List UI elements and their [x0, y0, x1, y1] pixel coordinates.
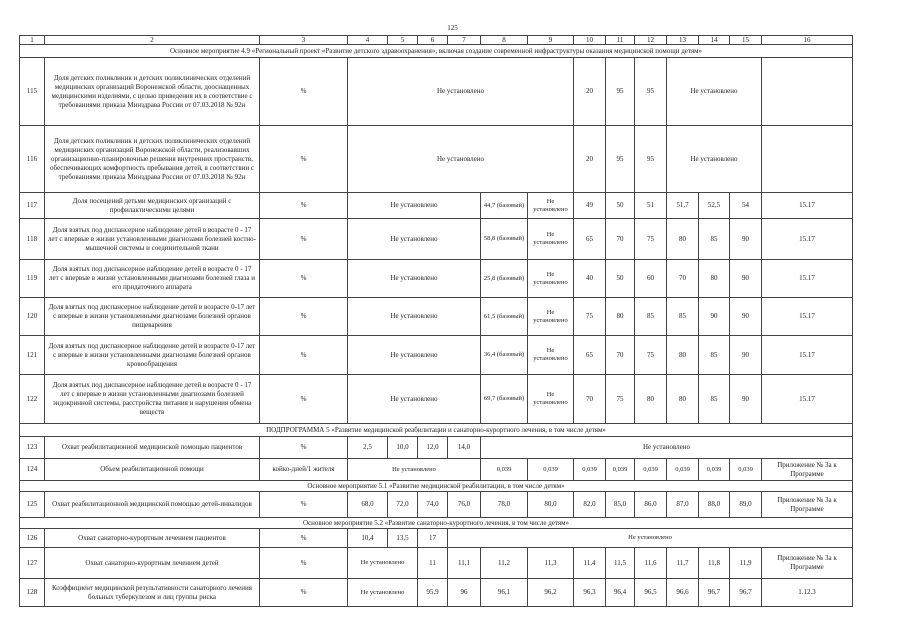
value-cell: 10,0: [388, 437, 418, 459]
value-cell: 88,0: [699, 492, 730, 518]
row-number: 122: [20, 375, 45, 424]
value-cell: 0,039: [667, 459, 699, 481]
value-cell: Не установлено: [528, 375, 574, 424]
value-cell: 80: [667, 375, 699, 424]
value-cell: Приложение № 3а к Программе: [762, 548, 853, 579]
section-title: Основное мероприятие 5.1 «Развитие медицинской реабилитации, в том числе детям»: [20, 481, 853, 492]
value-cell: Приложение № 3а к Программе: [762, 492, 853, 518]
col-num: 12: [635, 36, 667, 45]
value-cell: 11: [418, 548, 448, 579]
table-row: [20, 193, 853, 219]
value-cell: 51,7: [667, 193, 699, 219]
indicator-name: Доля детских поликлиник и детских поликлинических отделений медицинских организаций Воронежской области, реализовавших организационно-планировочные решения внутренних пространств, обеспечивающих комфортность пребывания детей, в соответствии с требованиями приказа Минздрава России от 07.03.2018 № 92н: [45, 126, 260, 193]
value-cell: Не установлено: [528, 336, 574, 375]
row-number: 126: [20, 529, 45, 548]
value-cell: 76,0: [448, 492, 481, 518]
indicator-name: Доля взятых под диспансерное наблюдение детей в возрасте 0 - 17 лет с впервые в жизни установленными диагнозами болезней эндокринной системы, расстройства питания и нарушения обмена веществ: [45, 375, 260, 424]
value-cell: 90: [730, 219, 762, 260]
value-cell: 85: [699, 375, 730, 424]
unit: %: [260, 298, 348, 336]
value-cell: 96,2: [528, 579, 574, 607]
value-cell: 0,039: [528, 459, 574, 481]
col-num: 8: [481, 36, 528, 45]
value-cell: 70: [606, 336, 635, 375]
value-cell: [762, 126, 853, 193]
unit: %: [260, 260, 348, 298]
table-row: [20, 219, 853, 260]
value-cell: 65: [574, 219, 606, 260]
value-cell: 80,0: [528, 492, 574, 518]
value-cell: 58,8 (базовый): [481, 219, 528, 260]
table-row: [20, 492, 853, 518]
value-cell: 75: [606, 375, 635, 424]
value-cell: 80: [635, 375, 667, 424]
unit: койко-дней/1 жителя: [260, 459, 348, 481]
value-cell: 82,0: [574, 492, 606, 518]
value-cell: 85: [699, 336, 730, 375]
value-cell: 87,0: [667, 492, 699, 518]
row-number: 115: [20, 58, 45, 126]
value-cell: 51: [635, 193, 667, 219]
value-cell: 11,3: [528, 548, 574, 579]
table-row: [20, 260, 853, 298]
value-cell: 85: [699, 219, 730, 260]
value-cell: 2,5: [348, 437, 388, 459]
col-num: 10: [574, 36, 606, 45]
table-row: [20, 126, 853, 193]
table-row: [20, 375, 853, 424]
row-number: 116: [20, 126, 45, 193]
col-num: 5: [388, 36, 418, 45]
value-cell: 11,6: [635, 548, 667, 579]
not-set-cell: Не установлено: [348, 548, 418, 579]
value-cell: 20: [574, 126, 606, 193]
value-cell: 13,5: [388, 529, 418, 548]
value-cell: 80: [699, 260, 730, 298]
unit: %: [260, 336, 348, 375]
unit: %: [260, 529, 348, 548]
value-cell: Приложение № 3а к Программе: [762, 459, 853, 481]
value-cell: Не установлено: [528, 298, 574, 336]
indicator-name: Доля посещений детьми медицинских организаций с профилактическими целями: [45, 193, 260, 219]
unit: %: [260, 219, 348, 260]
table-row: [20, 579, 853, 607]
indicator-name: Доля детских поликлиник и детских поликлинических отделений медицинских организаций Воронежской области, дооснащенных медицинскими изделиями, с целью приведения их в соответствие с требованиями приказа Минздрава России от 07.03.2018 № 92н: [45, 58, 260, 126]
unit: %: [260, 548, 348, 579]
indicators-table: [19, 35, 853, 607]
value-cell: 95: [635, 58, 667, 126]
value-cell: 15.17: [762, 219, 853, 260]
value-cell: 50: [606, 260, 635, 298]
not-set-cell: Не установлено: [348, 459, 481, 481]
value-cell: Не установлено: [528, 193, 574, 219]
table-row: [20, 548, 853, 579]
col-num: 3: [260, 36, 348, 45]
row-number: 128: [20, 579, 45, 607]
indicator-name: Охват санаторно-курортным лечением пациентов: [45, 529, 260, 548]
value-cell: 72,0: [388, 492, 418, 518]
value-cell: 25,8 (базовый): [481, 260, 528, 298]
value-cell: 95: [606, 58, 635, 126]
value-cell: [762, 58, 853, 126]
value-cell: 40: [574, 260, 606, 298]
value-cell: 90: [699, 298, 730, 336]
value-cell: 74,0: [418, 492, 448, 518]
value-cell: 89,0: [730, 492, 762, 518]
unit: %: [260, 492, 348, 518]
value-cell: 11,4: [574, 548, 606, 579]
value-cell: 17: [418, 529, 448, 548]
not-set-cell: Не установлено: [348, 260, 481, 298]
value-cell: 11,7: [667, 548, 699, 579]
value-cell: 11,2: [481, 548, 528, 579]
col-num: 15: [730, 36, 762, 45]
row-number: 124: [20, 459, 45, 481]
col-num: 6: [418, 36, 448, 45]
value-cell: 0,039: [699, 459, 730, 481]
indicator-name: Доля взятых под диспансерное наблюдение детей в возрасте 0-17 лет с впервые в жизни установленными диагнозами болезней органов пищеварения: [45, 298, 260, 336]
value-cell: 85,0: [606, 492, 635, 518]
value-cell: 90: [730, 375, 762, 424]
value-cell: 65: [574, 336, 606, 375]
value-cell: 0,039: [730, 459, 762, 481]
value-cell: 75: [574, 298, 606, 336]
row-number: 125: [20, 492, 45, 518]
col-num: 2: [45, 36, 260, 45]
row-number: 119: [20, 260, 45, 298]
unit: %: [260, 375, 348, 424]
unit: %: [260, 579, 348, 607]
col-num: 13: [667, 36, 699, 45]
value-cell: 95: [606, 126, 635, 193]
value-cell: 90: [730, 336, 762, 375]
value-cell: 96,1: [481, 579, 528, 607]
not-set-cell: Не установлено: [348, 126, 574, 193]
value-cell: 52,5: [699, 193, 730, 219]
col-num: 4: [348, 36, 388, 45]
value-cell: 0,039: [481, 459, 528, 481]
col-num: 7: [448, 36, 481, 45]
row-number: 118: [20, 219, 45, 260]
value-cell: 86,0: [635, 492, 667, 518]
not-set-cell: Не установлено: [348, 193, 481, 219]
value-cell: 80: [667, 219, 699, 260]
value-cell: 96,7: [730, 579, 762, 607]
value-cell: 68,0: [348, 492, 388, 518]
value-cell: 1.12.3: [762, 579, 853, 607]
table-row: [20, 58, 853, 126]
value-cell: 96,5: [635, 579, 667, 607]
not-set-cell: Не установлено: [348, 579, 418, 607]
value-cell: 11,1: [448, 548, 481, 579]
value-cell: 96,7: [699, 579, 730, 607]
row-number: 117: [20, 193, 45, 219]
value-cell: 15.17: [762, 193, 853, 219]
value-cell: 11,5: [606, 548, 635, 579]
col-num: 14: [699, 36, 730, 45]
indicator-name: Доля взятых под диспансерное наблюдение детей в возрасте 0 - 17 лет с впервые в жизни установленными диагнозами болезней глаза и его придаточного аппарата: [45, 260, 260, 298]
value-cell: 0,039: [574, 459, 606, 481]
value-cell: Не установлено: [528, 219, 574, 260]
table-row: [20, 459, 853, 481]
indicator-name: Доля взятых под диспансерное наблюдение детей в возрасте 0-17 лет с впервые в жизни установленными диагнозами болезней органов кровообращения: [45, 336, 260, 375]
unit: %: [260, 58, 348, 126]
page-number: 125: [447, 24, 458, 32]
value-cell: 90: [730, 260, 762, 298]
value-cell: 15.17: [762, 336, 853, 375]
value-cell: 0,039: [606, 459, 635, 481]
value-cell: 70: [574, 375, 606, 424]
value-cell: 70: [667, 260, 699, 298]
value-cell: 75: [635, 219, 667, 260]
not-set-cell: Не установлено: [348, 58, 574, 126]
row-number: 127: [20, 548, 45, 579]
value-cell: 0,039: [635, 459, 667, 481]
value-cell: 96,3: [574, 579, 606, 607]
col-num: 9: [528, 36, 574, 45]
value-cell: 70: [606, 219, 635, 260]
value-cell: 90: [730, 298, 762, 336]
value-cell: 44,7 (базовый): [481, 193, 528, 219]
value-cell: 15.17: [762, 260, 853, 298]
col-num: 16: [762, 36, 853, 45]
value-cell: 60: [635, 260, 667, 298]
value-cell: Не установлено: [528, 260, 574, 298]
table-row: [20, 437, 853, 459]
value-cell: 50: [606, 193, 635, 219]
value-cell: 54: [730, 193, 762, 219]
row-number: 123: [20, 437, 45, 459]
value-cell: 69,7 (базовый): [481, 375, 528, 424]
value-cell: 49: [574, 193, 606, 219]
not-set-cell: Не установлено: [448, 529, 853, 548]
not-set-cell: Не установлено: [667, 58, 762, 126]
section-title: ПОДПРОГРАММА 5 «Развитие медицинской реабилитации и санаторно-курортного лечения, в том числе детям»: [20, 424, 853, 437]
table-row: [20, 529, 853, 548]
not-set-cell: Не установлено: [481, 437, 853, 459]
not-set-cell: Не установлено: [348, 298, 481, 336]
unit: %: [260, 193, 348, 219]
col-num: 1: [20, 36, 45, 45]
table-row: [20, 336, 853, 375]
value-cell: 36,4 (базовый): [481, 336, 528, 375]
indicator-name: Охват реабилитационной медицинской помощью детей-инвалидов: [45, 492, 260, 518]
not-set-cell: Не установлено: [667, 126, 762, 193]
unit: %: [260, 437, 348, 459]
indicator-name: Объем реабилитационной помощи: [45, 459, 260, 481]
value-cell: 80: [667, 336, 699, 375]
indicator-name: Охват санаторно-курортным лечением детей: [45, 548, 260, 579]
not-set-cell: Не установлено: [348, 336, 481, 375]
row-number: 121: [20, 336, 45, 375]
unit: %: [260, 126, 348, 193]
column-numbers-row: [20, 36, 853, 45]
table-row: [20, 298, 853, 336]
value-cell: 14,0: [448, 437, 481, 459]
indicator-name: Охват реабилитационной медицинской помощью пациентов: [45, 437, 260, 459]
value-cell: 95,9: [418, 579, 448, 607]
value-cell: 11,8: [699, 548, 730, 579]
indicator-name: Доля взятых под диспансерное наблюдение детей в возрасте 0 - 17 лет с впервые в жизни установленными диагнозами болезней костно-мышечной системы и соединительной ткани: [45, 219, 260, 260]
section-title: Основное мероприятие 5.2 «Развитие санаторно-курортного лечения, в том числе детям»: [20, 518, 853, 529]
value-cell: 15.17: [762, 375, 853, 424]
value-cell: 96,6: [667, 579, 699, 607]
not-set-cell: Не установлено: [348, 375, 481, 424]
value-cell: 85: [667, 298, 699, 336]
value-cell: 10,4: [348, 529, 388, 548]
value-cell: 12,0: [418, 437, 448, 459]
value-cell: 20: [574, 58, 606, 126]
value-cell: 61,5 (базовый): [481, 298, 528, 336]
value-cell: 11,9: [730, 548, 762, 579]
value-cell: 96: [448, 579, 481, 607]
value-cell: 80: [606, 298, 635, 336]
value-cell: 95: [635, 126, 667, 193]
section-title: Основное мероприятие 4.9 «Региональный проект «Развитие детского здравоохранения», включая создание современной инфраструктуры оказания медицинской помощи детям»: [20, 45, 853, 58]
value-cell: 96,4: [606, 579, 635, 607]
value-cell: 85: [635, 298, 667, 336]
indicator-name: Коэффициент медицинской результативности санаторного лечения больных туберкулезом и лиц группы риска: [45, 579, 260, 607]
value-cell: 75: [635, 336, 667, 375]
value-cell: 15.17: [762, 298, 853, 336]
value-cell: 78,0: [481, 492, 528, 518]
row-number: 120: [20, 298, 45, 336]
col-num: 11: [606, 36, 635, 45]
not-set-cell: Не установлено: [348, 219, 481, 260]
